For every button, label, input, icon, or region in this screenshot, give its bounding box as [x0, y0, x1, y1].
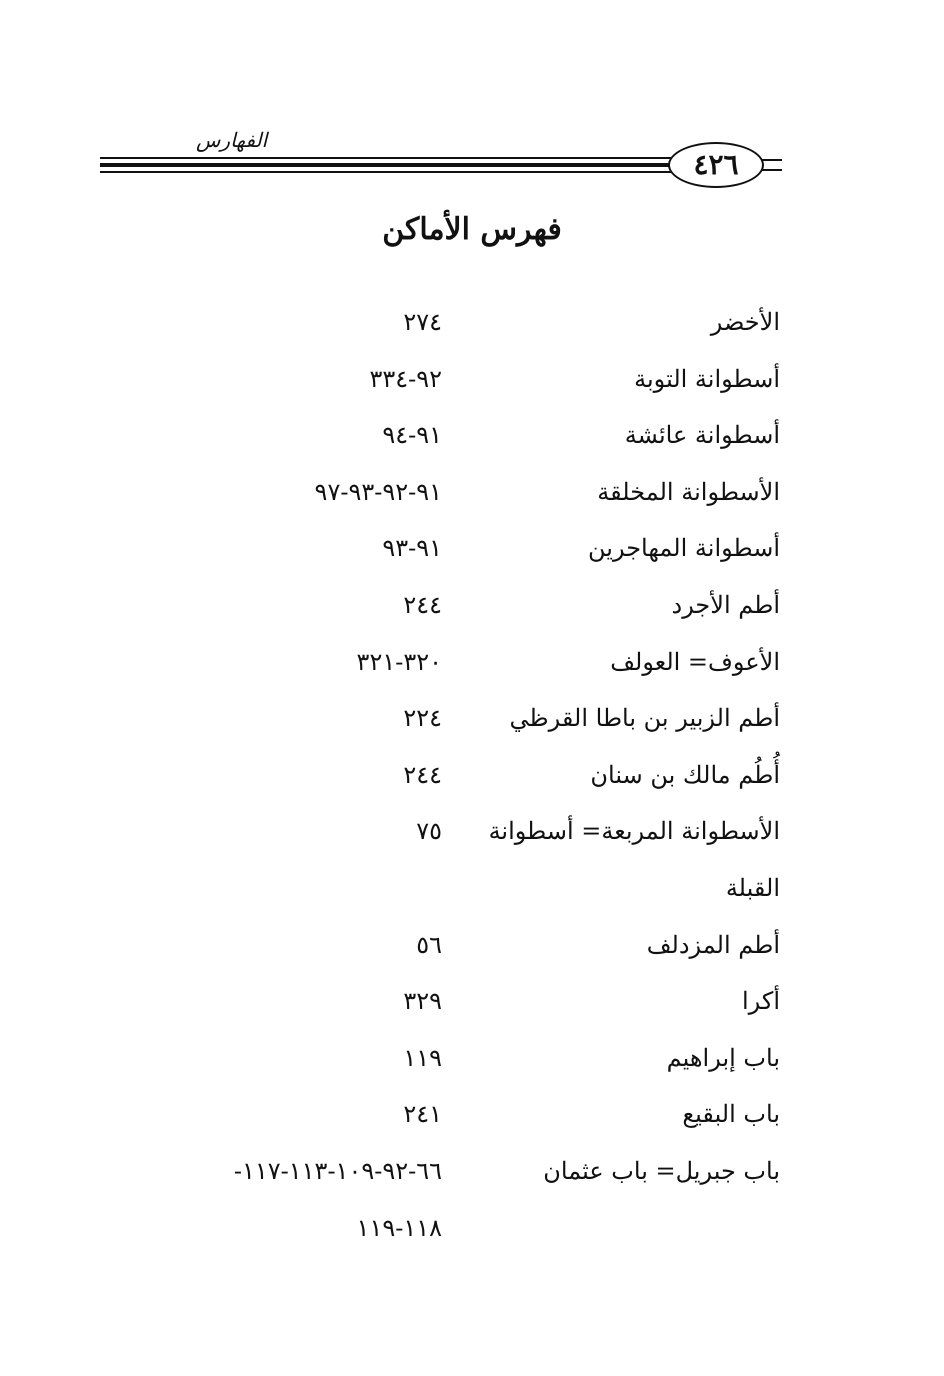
entry-name: أكرا — [741, 987, 780, 1016]
entry-pages: ١١٩ — [403, 1043, 442, 1072]
entry-name: الأسطوانة المخلقة — [597, 477, 780, 506]
entry-name: أسطوانة المهاجرين — [588, 534, 780, 563]
entry-name: القبلة — [725, 873, 780, 902]
page-title: فهرس الأماكن — [382, 212, 562, 247]
page-number-badge: ٤٢٦ — [668, 142, 764, 188]
entry-pages: ٢٤١ — [403, 1100, 442, 1129]
entry-name: الأخضر — [710, 308, 780, 336]
running-header: الفهارس — [196, 128, 268, 152]
index-entry — [180, 1036, 780, 1093]
entry-name: الأعوف= العولف — [610, 647, 780, 676]
entry-pages: ٢٤٤ — [403, 590, 442, 619]
entry-name: باب البقيع — [682, 1100, 780, 1129]
header-rule-top — [100, 157, 672, 159]
index-entry — [180, 526, 780, 583]
index-entry — [180, 357, 780, 414]
header-rule-bottom — [100, 171, 672, 173]
index-entry — [180, 809, 780, 866]
index-entry — [180, 923, 780, 980]
index-entry — [180, 300, 780, 357]
header-rule-middle — [100, 163, 672, 167]
entry-pages: ٢٧٤ — [403, 308, 442, 336]
index-list — [180, 300, 780, 1262]
index-entry — [180, 696, 780, 753]
entry-name: الأسطوانة المربعة= أسطوانة — [488, 817, 780, 846]
index-entry — [180, 1149, 780, 1206]
index-entry — [180, 583, 780, 640]
entry-name: أطم الزبير بن باطا القرظي — [509, 704, 780, 733]
index-entry — [180, 753, 780, 810]
entry-pages: ٩١-٩٢-٩٣-٩٧ — [314, 477, 442, 506]
entry-name: باب جبريل= باب عثمان — [543, 1156, 780, 1185]
entry-name: أطم المزدلف — [646, 930, 780, 959]
index-entry-continuation — [180, 866, 780, 923]
entry-pages: ٩٢-٣٣٤ — [369, 364, 442, 393]
entry-name: أسطوانة التوبة — [634, 364, 780, 393]
entry-name: أسطوانة عائشة — [624, 421, 780, 450]
entry-pages: ٣٢٠-٣٢١ — [356, 647, 442, 676]
entry-pages: ٢٤٤ — [403, 760, 442, 789]
index-entry — [180, 470, 780, 527]
entry-pages: ٩١-٩٣ — [382, 534, 442, 563]
entry-pages: ٩١-٩٤ — [382, 421, 442, 450]
index-entry — [180, 640, 780, 697]
entry-pages: ٥٦ — [416, 930, 442, 959]
entry-pages: ٦٦-٩٢-١٠٩-١١٣-١١٧- — [233, 1156, 442, 1185]
index-entry — [180, 1092, 780, 1149]
entry-name: باب إبراهيم — [666, 1043, 780, 1072]
entry-pages: ٧٥ — [416, 817, 442, 846]
entry-name: أُطُم مالك بن سنان — [590, 760, 780, 789]
entry-name: أطم الأجرد — [671, 590, 780, 619]
index-entry — [180, 979, 780, 1036]
entry-pages: ١١٨-١١٩ — [356, 1213, 442, 1242]
index-entry-continuation — [180, 1206, 780, 1263]
entry-pages: ٢٢٤ — [403, 704, 442, 733]
index-entry — [180, 413, 780, 470]
entry-pages: ٣٢٩ — [403, 987, 442, 1016]
